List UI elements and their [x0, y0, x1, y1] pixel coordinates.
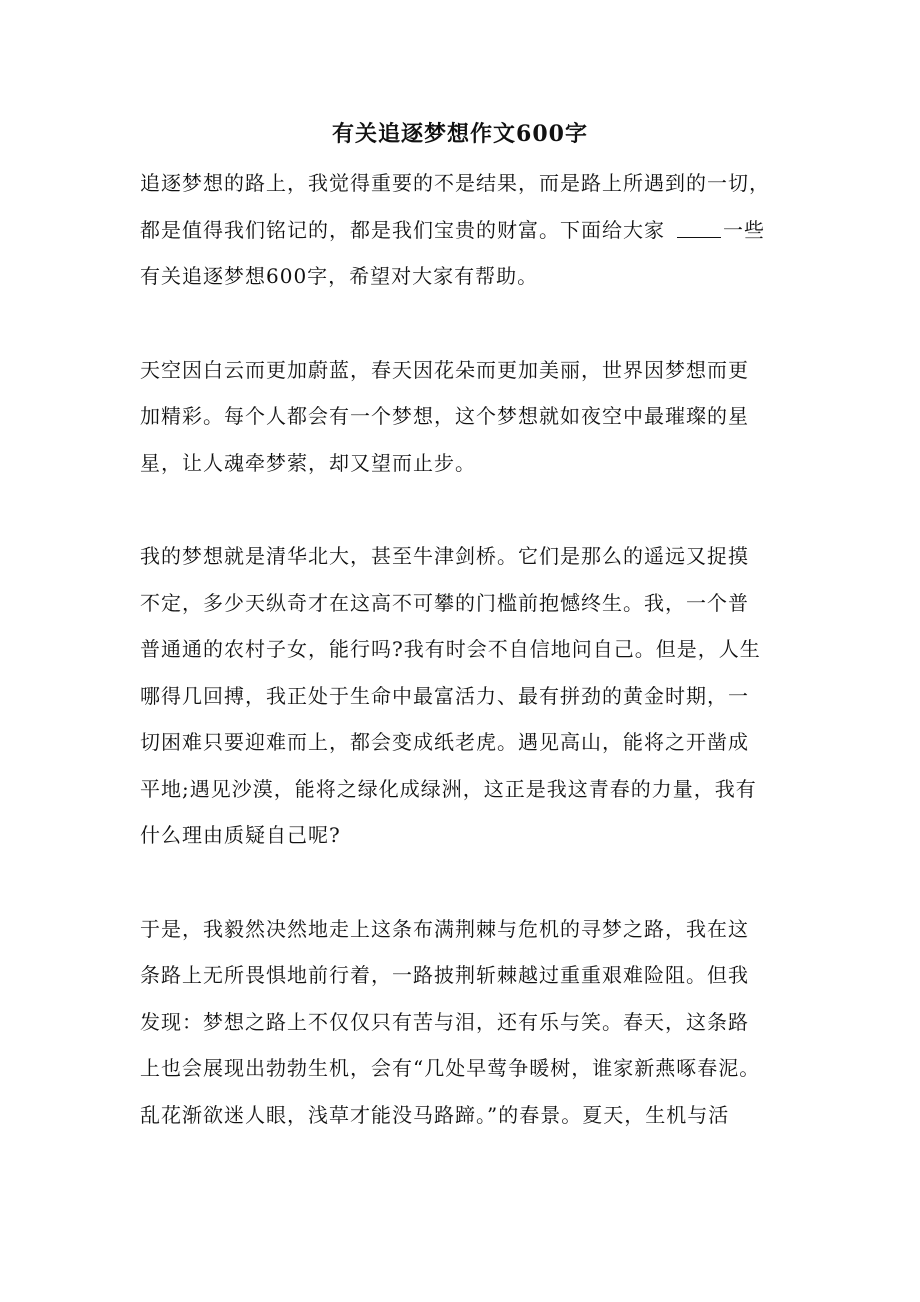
text-line: 加精彩。每个人都会有一个梦想，这个梦想就如夜空中最璀璨的星 [140, 404, 749, 428]
fill-in-blank [677, 219, 721, 238]
text-line: 于是，我毅然决然地走上这条布满荆棘与危机的寻梦之路，我在这 [140, 916, 749, 941]
text-line: 上也会展现出勃勃生机，会有“几处早莺争暖树，谁家新燕啄春泥。 [140, 1056, 761, 1080]
text-line: 都是值得我们铭记的，都是我们宝贵的财富。下面给大家 [140, 217, 665, 242]
text-line: 乱花渐欲迷人眼，浅草才能没马路蹄。”的春景。夏天，生机与活 [140, 1102, 730, 1127]
text-line: 哪得几回搏，我正处于生命中最富活力、最有拼劲的黄金时期，一 [140, 683, 749, 708]
text-line: 有关追逐梦想600字，希望对大家有帮助。 [140, 264, 539, 288]
blank-suffix: 一些 [723, 217, 765, 242]
text-line: 不定，多少天纵奇才在这高不可攀的门槛前抱憾终生。我，一个普 [140, 590, 749, 615]
text-line: 普通通的农村子女，能行吗?我有时会不自信地问自己。但是，人生 [140, 637, 761, 661]
paragraph-gap [140, 859, 800, 906]
text-line: 什么理由质疑自己呢? [140, 823, 341, 847]
text-line: 追逐梦想的路上，我觉得重要的不是结果，而是路上所遇到的一切， [140, 171, 770, 195]
text-line: 发现：梦想之路上不仅仅只有苦与泪，还有乐与笑。春天，这条路 [140, 1009, 749, 1034]
document-body [140, 160, 800, 1138]
text-line: 切困难只要迎难而上，都会变成纸老虎。遇见高山，能将之开凿成 [140, 730, 749, 754]
document-title: 有关追逐梦想作文600字 [332, 121, 588, 147]
paragraph-sky [140, 347, 800, 487]
text-line: 天空因白云而更加蔚蓝，春天因花朵而更加美丽，世界因梦想而更 [140, 357, 749, 382]
paragraph-gap [140, 300, 800, 347]
text-line: 平地;遇见沙漠，能将之绿化成绿洲，这正是我这青春的力量，我有 [140, 776, 757, 801]
paragraph-dream [140, 533, 800, 859]
text-line-with-blank [140, 207, 800, 254]
paragraph-gap [140, 486, 800, 533]
text-line: 条路上无所畏惧地前行着，一路披荆斩棘越过重重艰难险阻。但我 [140, 963, 749, 987]
paragraph-intro [140, 160, 800, 300]
text-line: 我的梦想就是清华北大，甚至牛津剑桥。它们是那么的遥远又捉摸 [140, 544, 749, 568]
text-line: 星，让人魂牵梦萦，却又望而止步。 [140, 450, 476, 475]
paragraph-journey [140, 906, 800, 1139]
